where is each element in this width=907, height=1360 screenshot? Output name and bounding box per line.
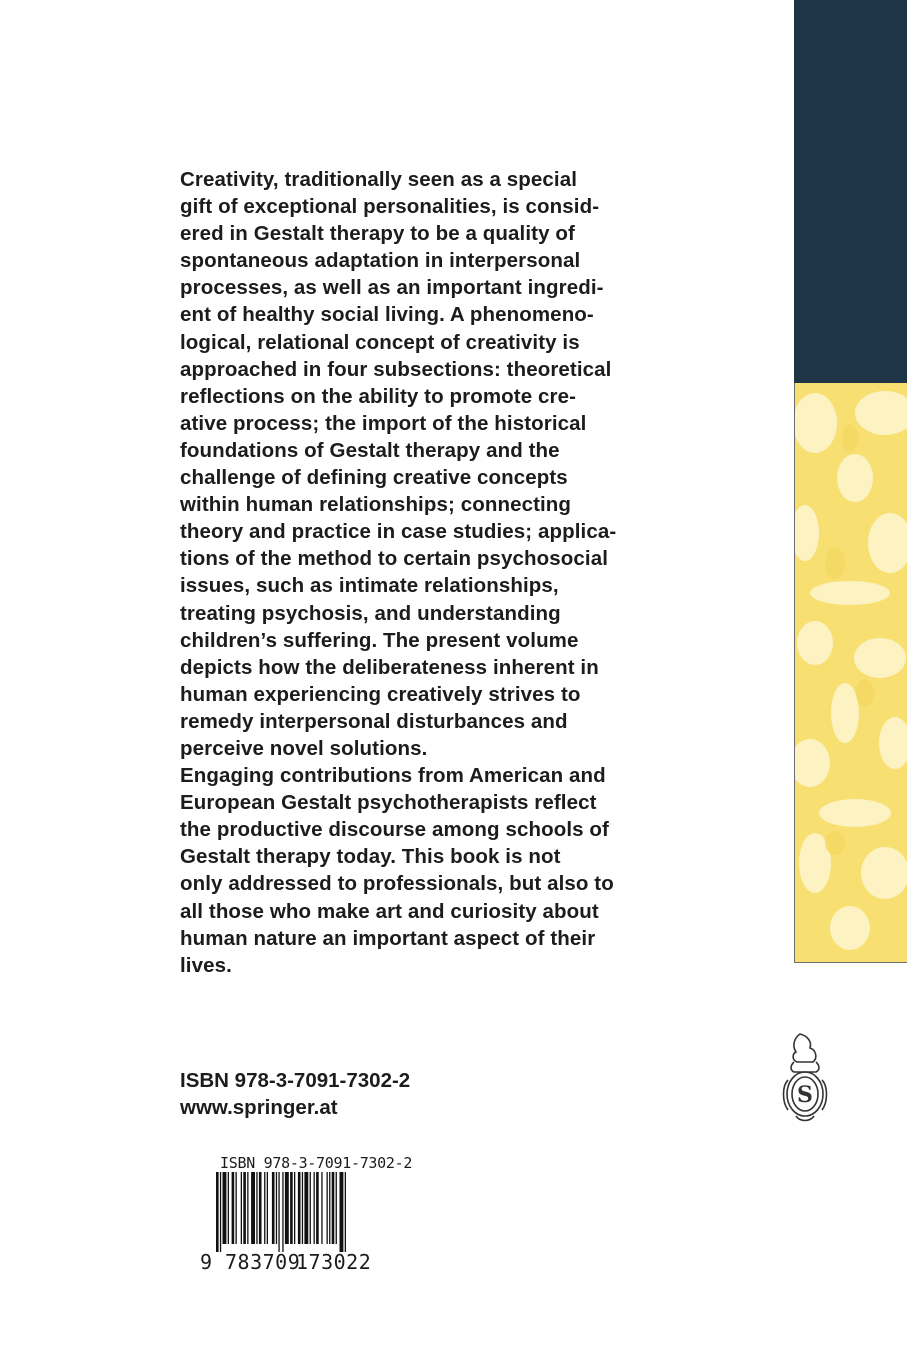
blurb-line: Creativity, traditionally seen as a special xyxy=(180,168,578,191)
barcode-bar xyxy=(251,1172,255,1244)
barcode-bar xyxy=(247,1172,248,1244)
blurb-line: Engaging contributions from American and xyxy=(180,764,606,788)
barcode-bar xyxy=(302,1172,303,1244)
blurb-line: foundations of Gestalt therapy and the xyxy=(180,438,560,462)
blurb-line: challenge of defining creative concepts xyxy=(180,466,568,490)
barcode-bar xyxy=(329,1172,330,1244)
barcode-isbn-label: ISBN 978-3-7091-7302-2 xyxy=(220,1154,413,1172)
barcode-digit-group-right: 173022 xyxy=(296,1250,372,1274)
blurb-line: within human relationships; connecting xyxy=(180,493,572,517)
barcode-bar xyxy=(290,1172,293,1244)
blurb-line: spontaneous adaptation in interpersonal xyxy=(180,249,581,273)
barcode-bar xyxy=(243,1172,246,1244)
barcode-bar xyxy=(282,1172,283,1252)
blurb-line: ered in Gestalt therapy to be a quality of xyxy=(180,222,575,246)
barcode-bar xyxy=(332,1172,335,1244)
blurb-text xyxy=(180,166,660,979)
blurb-line: human nature an important aspect of their xyxy=(180,926,596,950)
barcode-bar xyxy=(241,1172,242,1244)
barcode-bar xyxy=(276,1172,277,1244)
blurb-line: theory and practice in case studies; applica- xyxy=(180,520,617,544)
barcode-bar xyxy=(298,1172,301,1244)
barcode-bar xyxy=(340,1172,344,1252)
barcode-bar xyxy=(259,1172,262,1244)
barcode-bar xyxy=(310,1172,311,1244)
blurb-line: remedy interpersonal disturbances and xyxy=(180,709,568,733)
blurb-line: logical, relational concept of creativity is xyxy=(180,330,580,354)
blurb-line: Gestalt therapy today. This book is not xyxy=(180,845,561,869)
blurb-line: processes, as well as an important ingredi- xyxy=(180,276,604,300)
barcode-bar xyxy=(228,1172,229,1244)
publisher-website: www.springer.at xyxy=(180,1096,338,1119)
barcode-bar xyxy=(220,1172,221,1252)
spine-pattern-band xyxy=(794,383,907,963)
barcode-bar xyxy=(345,1172,346,1252)
blurb-line: the productive discourse among schools of xyxy=(180,818,609,842)
blurb-line: depicts how the deliberateness inherent in xyxy=(180,655,599,679)
blurb-line: approached in four subsections: theoretical xyxy=(180,357,612,381)
barcode-bar xyxy=(236,1172,237,1244)
barcode-bar xyxy=(314,1172,315,1244)
spine-dark-band xyxy=(794,0,907,383)
barcode-bar xyxy=(223,1172,227,1244)
barcode-bar xyxy=(316,1172,319,1244)
barcode-bar xyxy=(336,1172,337,1244)
barcode-bar xyxy=(256,1172,257,1244)
blurb-line: all those who make art and curiosity about xyxy=(180,899,599,923)
barcode-bar xyxy=(321,1172,322,1244)
barcode-bar xyxy=(294,1172,295,1244)
blurb-line: reflections on the ability to promote cre- xyxy=(180,384,577,408)
barcode-bar xyxy=(327,1172,328,1244)
decorative-pattern-icon xyxy=(795,383,907,963)
blurb-line: lives. xyxy=(180,953,232,977)
blurb-line: tions of the method to certain psychosocial xyxy=(180,547,609,571)
barcode-bar xyxy=(304,1172,308,1244)
blurb-line: perceive novel solutions. xyxy=(180,736,428,760)
barcode-bars xyxy=(216,1172,392,1252)
blurb-line: ative process; the import of the historical xyxy=(180,411,587,435)
blurb-line: European Gestalt psychotherapists reflect xyxy=(180,791,597,815)
blurb-line: ent of healthy social living. A phenomeno- xyxy=(180,303,594,327)
barcode xyxy=(196,1150,413,1280)
barcode-digit-group-left: 783709 xyxy=(225,1250,301,1274)
blurb-line: human experiencing creatively strives to xyxy=(180,682,581,706)
barcode-bar xyxy=(267,1172,268,1244)
blurb-line: treating psychosis, and understanding xyxy=(180,601,561,625)
barcode-bar xyxy=(216,1172,219,1252)
barcode-bar xyxy=(264,1172,265,1244)
svg-text:S: S xyxy=(797,1082,813,1108)
barcode-digit-first: 9 xyxy=(200,1250,213,1274)
blurb-line: gift of exceptional personalities, is consid- xyxy=(180,195,600,219)
springer-knight-logo-icon xyxy=(780,1030,830,1124)
blurb-line: only addressed to professionals, but also to xyxy=(180,872,614,896)
blurb-line: children’s suffering. The present volume xyxy=(180,628,579,652)
barcode-bar xyxy=(232,1172,235,1244)
isbn-number: ISBN 978-3-7091-7302-2 xyxy=(180,1069,411,1092)
blurb-line: issues, such as intimate relationships, xyxy=(180,574,559,598)
barcode-bar xyxy=(272,1172,275,1244)
barcode-bar xyxy=(278,1172,279,1252)
barcode-bar xyxy=(285,1172,289,1244)
